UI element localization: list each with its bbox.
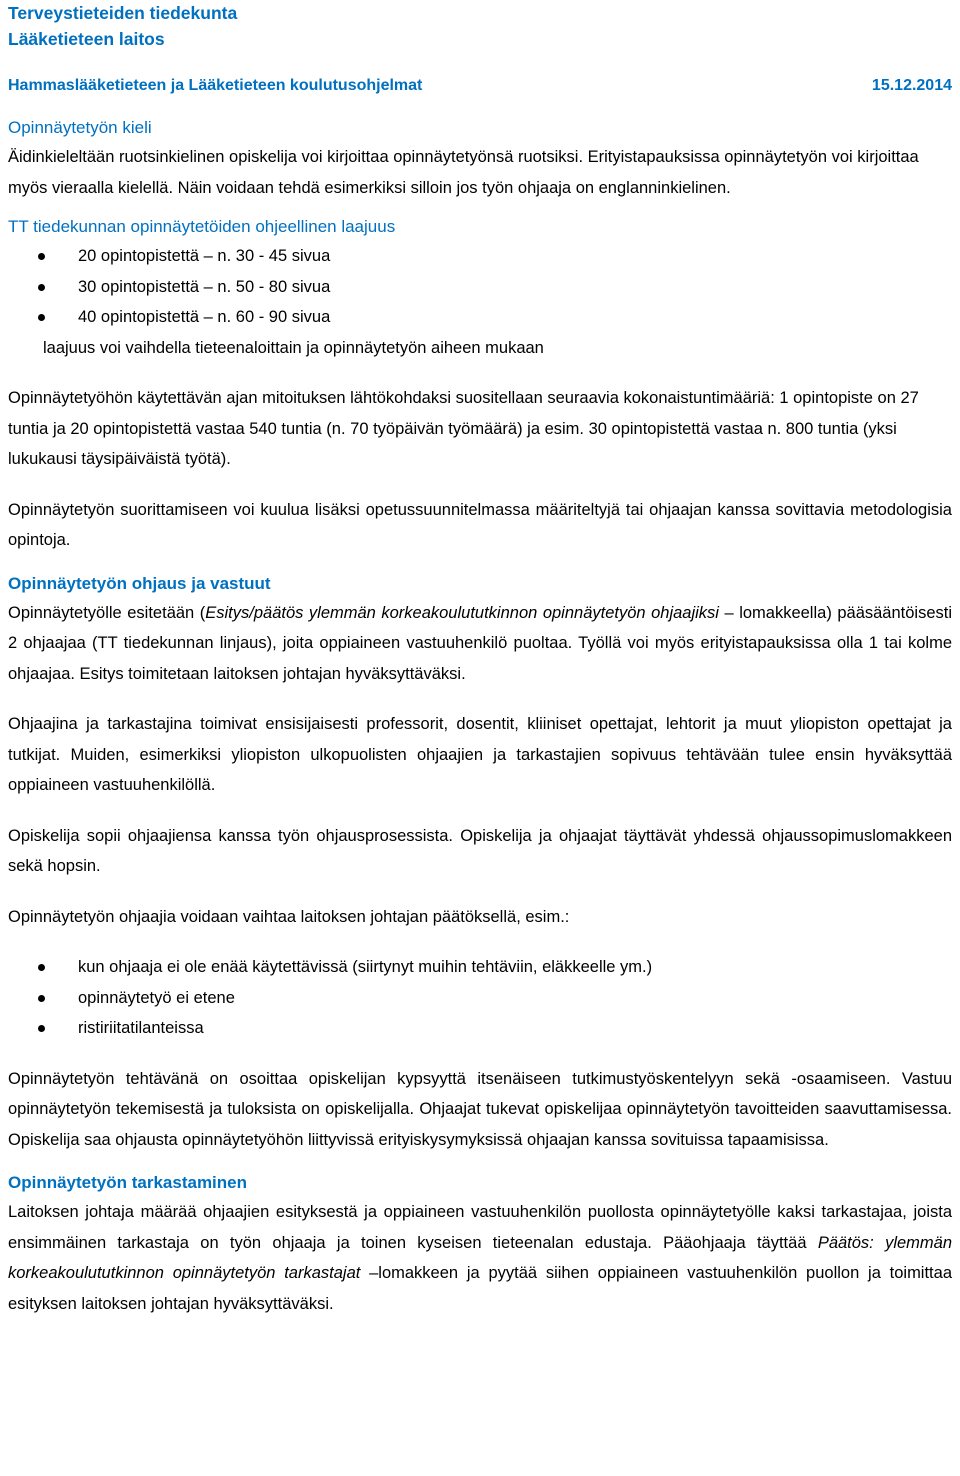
scope-note: laajuus voi vaihdella tieteenaloittain ja opinnäytetyön aiheen mukaan xyxy=(43,338,544,357)
supervision-paragraph-4: Opinnäytetyön ohjaajia voidaan vaihtaa laitoksen johtajan päätöksellä, esim.: xyxy=(8,907,570,926)
list-item: ristiriitatilanteissa xyxy=(8,1013,952,1044)
department-name: Lääketieteen laitos xyxy=(8,29,165,49)
section-title-language: Opinnäytetyön kieli xyxy=(8,118,152,137)
review-paragraph xyxy=(8,1197,952,1319)
supervisor-change-list xyxy=(8,952,952,1044)
form-name: Esitys/päätös ylemmän korkeakoulututkinnon opinnäytetyön ohjaajiksi xyxy=(205,603,719,622)
list-item: 40 opintopistettä – n. 60 - 90 sivua xyxy=(8,302,952,333)
supervision-paragraph-5: Opinnäytetyön tehtävänä on osoittaa opiskelijan kypsyyttä itsenäiseen tutkimustyöskentelyyn sekä -osaamiseen. Vastuu opinnäytetyön tekemisestä ja tuloksista on opiskelijalla. Ohjaajat tukevat opiskelijaa opinnäytetyön tavoitteiden saavuttamisessa. Opiskelija saa ohjausta opinnäytetyöhön liittyvissä erityiskysymyksissä ohjaajan kanssa sovituissa tapaamisissa. xyxy=(8,1069,952,1149)
document-date: 15.12.2014 xyxy=(871,77,952,94)
text-run: –lomakkeen ja pyytää siihen oppiaineen vastuuhenkilön puollon ja toimittaa esityksen laitoksen johtajan hyväksyttäväksi. xyxy=(8,1264,952,1313)
header-row xyxy=(8,74,952,98)
text-run: – lomakkeella) pääsääntöisesti 2 ohjaajaa (TT tiedekunnan linjaus), joita oppiaineen vastuuhenkilö puoltaa. Työllä voi myös erityistapauksissa olla 1 tai kolme ohjaajaa. Esitys toimitetaan laitoksen johtajan hyväksyttäväksi. xyxy=(8,603,952,683)
supervision-paragraph-2: Ohjaajina ja tarkastajina toimivat ensisijaisesti professorit, dosentit, kliiniset opettajat, lehtorit ja muut yliopiston opettajat ja tutkijat. Muiden, esimerkiksi yliopiston ulkopuolisten ohjaajien ja tarkastajien sopivuus tehtävään tulee ensin hyväksyttää oppiaineen vastuuhenkilöllä. xyxy=(8,715,952,794)
hours-paragraph: Opinnäytetyöhön käytettävän ajan mitoituksen lähtökohdaksi suositellaan seuraavia kokonaistuntimääriä: 1 opintopiste on 27 tuntia ja 20 opintopistettä vastaa 540 tuntia (n. 70 työpäivän työmäärä) ja esim. 30 opintopistettä vastaa n. 800 tuntia (yksi lukukausi täysipäiväistä työtä). xyxy=(8,389,919,468)
text-run: Laitoksen johtaja määrää ohjaajien esityksestä ja oppiaineen vastuuhenkilön puollosta opinnäytetyölle kaksi tarkastajaa, joista ensimmäinen tarkastaja on työn ohjaaja ja toinen kyseisen tieteenalan edustaja. Pääohjaaja täyttää xyxy=(8,1203,952,1252)
supervision-paragraph-3: Opiskelija sopii ohjaajiensa kanssa työn ohjausprosessista. Opiskelija ja ohjaajat täyttävät yhdessä ohjaussopimuslomakkeen sekä hopsin. xyxy=(8,826,952,875)
list-item: 30 opintopistettä – n. 50 - 80 sivua xyxy=(8,272,952,303)
section-title-scope: TT tiedekunnan opinnäytetöiden ohjeellinen laajuus xyxy=(8,217,396,236)
form-name: Päätös: ylemmän korkeakoulututkinnon opinnäytetyön tarkastajat xyxy=(8,1233,952,1282)
section-title-supervision: Opinnäytetyön ohjaus ja vastuut xyxy=(8,573,271,593)
list-item: kun ohjaaja ei ole enää käytettävissä (siirtynyt muihin tehtäviin, eläkkeelle ym.) xyxy=(8,952,952,983)
list-item: 20 opintopistettä – n. 30 - 45 sivua xyxy=(8,241,952,272)
section-title-review: Opinnäytetyön tarkastaminen xyxy=(8,1173,248,1192)
text-run: Opinnäytetyölle esitetään ( xyxy=(8,603,206,622)
faculty-name: Terveystieteiden tiedekunta xyxy=(8,3,238,23)
scope-list xyxy=(8,241,952,333)
list-item: opinnäytetyö ei etene xyxy=(8,983,952,1014)
studies-paragraph: Opinnäytetyön suorittamiseen voi kuulua lisäksi opetussuunnitelmassa määriteltyjä tai ohjaajan kanssa sovittavia metodologisia opintoja. xyxy=(8,500,952,549)
supervision-paragraph-1 xyxy=(8,598,952,690)
programs-title: Hammaslääketieteen ja Lääketieteen koulutusohjelmat xyxy=(8,77,423,94)
language-paragraph: Äidinkieleltään ruotsinkielinen opiskelija voi kirjoittaa opinnäytetyönsä ruotsiksi. Erityistapauksissa opinnäytetyön voi kirjoittaa myös vieraalla kielellä. Näin voidaan tehdä esimerkiksi silloin jos työn ohjaaja on englanninkielinen. xyxy=(8,148,919,197)
